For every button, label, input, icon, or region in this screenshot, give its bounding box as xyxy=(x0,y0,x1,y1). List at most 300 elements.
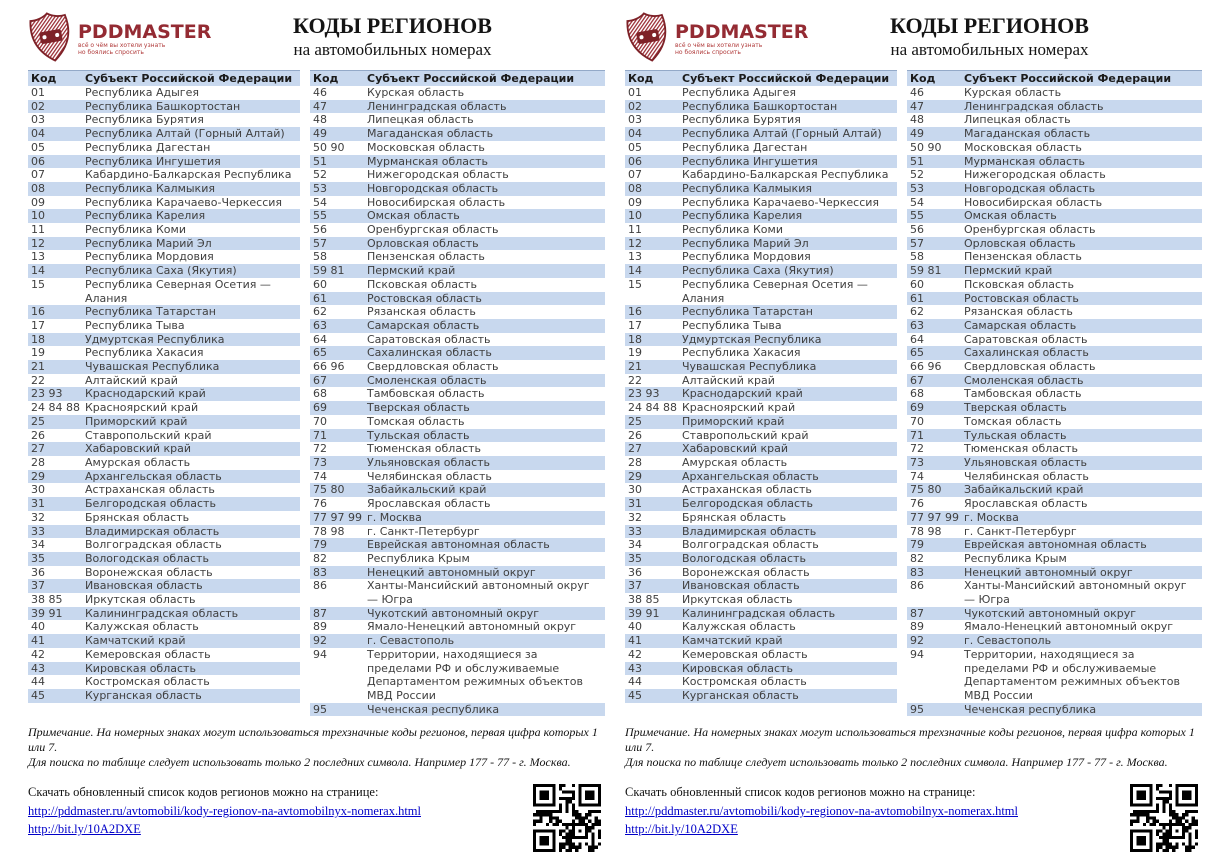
table-row xyxy=(625,319,897,333)
region-code: 41 xyxy=(628,634,642,648)
region-name: Краснодарский край xyxy=(682,387,803,401)
region-code: 05 xyxy=(31,140,45,154)
table-row xyxy=(907,703,1202,717)
region-name: Пермский край xyxy=(964,264,1053,278)
table-row xyxy=(28,401,300,415)
region-code: 73 xyxy=(313,455,327,469)
table-row xyxy=(625,168,897,182)
region-name: Курганская область xyxy=(682,688,799,702)
region-code: 51 xyxy=(313,154,327,168)
region-code: 40 xyxy=(628,620,642,634)
table-row xyxy=(907,497,1202,511)
region-code: 37 xyxy=(628,579,642,593)
region-name: Республика Дагестан xyxy=(682,140,808,154)
table-row xyxy=(907,579,1202,606)
region-name: Белгородская область xyxy=(682,497,813,511)
region-name: Орловская область xyxy=(964,236,1076,250)
region-name: Амурская область xyxy=(682,455,788,469)
table-row xyxy=(625,333,897,347)
region-code: 45 xyxy=(628,688,642,702)
region-name: Ставропольский край xyxy=(682,428,809,442)
table-row xyxy=(310,387,605,401)
region-code: 74 xyxy=(313,469,327,483)
region-name: Курская область xyxy=(964,86,1062,99)
table-row xyxy=(310,127,605,141)
region-code: 44 xyxy=(31,675,45,689)
region-code: 62 xyxy=(313,305,327,319)
region-code: 10 xyxy=(628,209,642,223)
table-header-row xyxy=(28,70,300,86)
region-code: 34 xyxy=(31,538,45,552)
region-code: 75 80 xyxy=(313,483,345,497)
region-code: 36 xyxy=(628,565,642,579)
table-row xyxy=(28,278,300,305)
region-code: 89 xyxy=(313,620,327,634)
region-name: Ленинградская область xyxy=(367,99,507,113)
region-name: Орловская область xyxy=(367,236,479,250)
region-code: 67 xyxy=(910,373,924,387)
title-block xyxy=(777,8,1202,65)
table-row xyxy=(310,634,605,648)
table-row xyxy=(310,346,605,360)
region-code: 25 xyxy=(31,414,45,428)
table-row xyxy=(625,525,897,539)
table-row xyxy=(625,662,897,676)
table-row xyxy=(28,346,300,360)
table-row xyxy=(28,333,300,347)
region-name: Новгородская область xyxy=(964,181,1096,195)
region-code: 05 xyxy=(628,140,642,154)
region-name: Чукотский автономный округ xyxy=(367,606,540,620)
table-row xyxy=(310,223,605,237)
region-name: Тверская область xyxy=(964,401,1067,415)
region-code: 28 xyxy=(31,455,45,469)
table-row xyxy=(907,305,1202,319)
region-code: 44 xyxy=(628,675,642,689)
region-code: 22 xyxy=(628,373,642,387)
table-row xyxy=(625,634,897,648)
table-row xyxy=(310,319,605,333)
region-name: Республика Мордовия xyxy=(682,250,811,264)
region-code: 02 xyxy=(31,99,45,113)
table-row xyxy=(310,182,605,196)
region-code: 63 xyxy=(910,318,924,332)
column-header-code: Код xyxy=(313,72,339,85)
region-name: Курская область xyxy=(367,86,465,99)
region-name: Новосибирская область xyxy=(367,195,506,209)
table-row xyxy=(28,305,300,319)
region-code: 83 xyxy=(313,565,327,579)
region-code: 94 xyxy=(313,647,327,661)
region-name: Республика Башкортостан xyxy=(85,99,241,113)
region-name: Республика Адыгея xyxy=(682,86,796,99)
table-row xyxy=(625,127,897,141)
region-code: 31 xyxy=(31,497,45,511)
region-name: Республика Карачаево-Черкессия xyxy=(682,195,880,209)
table-row xyxy=(28,250,300,264)
region-name: Республика Калмыкия xyxy=(85,181,215,195)
table-row xyxy=(907,100,1202,114)
table-row xyxy=(625,538,897,552)
region-code: 12 xyxy=(628,236,642,250)
region-code: 38 85 xyxy=(31,593,63,607)
region-codes-panel xyxy=(625,8,1202,857)
region-name: Республика Ингушетия xyxy=(85,154,221,168)
table-row xyxy=(625,470,897,484)
region-code: 31 xyxy=(628,497,642,511)
region-code: 11 xyxy=(628,223,642,237)
table-row xyxy=(28,100,300,114)
region-name: Красноярский край xyxy=(682,401,796,415)
table-row xyxy=(28,538,300,552)
download-link-short[interactable]: http://bit.ly/10A2DXE xyxy=(28,822,141,837)
region-name: Ставропольский край xyxy=(85,428,212,442)
table-row xyxy=(907,278,1202,292)
region-name: Ивановская область xyxy=(85,579,203,593)
table-row xyxy=(310,607,605,621)
region-name: Московская область xyxy=(367,140,485,154)
region-code: 26 xyxy=(628,428,642,442)
region-name: Вологодская область xyxy=(85,551,209,565)
region-code: 11 xyxy=(31,223,45,237)
table-row xyxy=(907,250,1202,264)
region-code: 27 xyxy=(31,442,45,456)
table-body xyxy=(310,86,605,716)
region-name: Калужская область xyxy=(85,620,199,634)
table-row xyxy=(907,442,1202,456)
table-row xyxy=(907,292,1202,306)
region-code: 04 xyxy=(628,127,642,141)
region-code: 46 xyxy=(313,86,327,99)
region-code: 48 xyxy=(313,113,327,127)
region-table-right xyxy=(310,70,605,716)
region-table-left xyxy=(28,70,300,716)
region-code: 77 97 99 xyxy=(313,510,362,524)
table-row xyxy=(310,566,605,580)
region-name: Сахалинская область xyxy=(367,346,492,360)
table-row xyxy=(28,634,300,648)
region-name: Чеченская республика xyxy=(964,702,1097,716)
region-code: 74 xyxy=(910,469,924,483)
table-row xyxy=(310,511,605,525)
column-header-region: Субъект Российской Федерации xyxy=(964,72,1172,85)
region-name: Костромская область xyxy=(85,675,210,689)
region-name: г. Севастополь xyxy=(964,634,1052,648)
table-row xyxy=(907,237,1202,251)
page-title: КОДЫ РЕГИОНОВ xyxy=(293,13,492,38)
region-name: Кемеровская область xyxy=(682,647,808,661)
region-code: 12 xyxy=(31,236,45,250)
region-code: 19 xyxy=(31,346,45,360)
region-code: 42 xyxy=(628,647,642,661)
region-code: 36 xyxy=(31,565,45,579)
region-name: Республика Алтай (Горный Алтай) xyxy=(85,127,285,141)
region-name: Республика Мордовия xyxy=(85,250,214,264)
table-row xyxy=(907,374,1202,388)
region-name: Оренбургская область xyxy=(964,223,1096,237)
region-code: 22 xyxy=(31,373,45,387)
region-name: Рязанская область xyxy=(367,305,476,319)
region-code: 07 xyxy=(31,168,45,182)
region-code: 87 xyxy=(910,606,924,620)
region-name: Ульяновская область xyxy=(367,455,491,469)
table-row xyxy=(28,415,300,429)
region-code: 10 xyxy=(31,209,45,223)
table-row xyxy=(28,566,300,580)
table-row xyxy=(310,141,605,155)
download-label: Скачать обновленный список кодов регионов можно на странице: xyxy=(625,785,976,800)
region-name: Калужская область xyxy=(682,620,796,634)
download-link-short[interactable]: http://bit.ly/10A2DXE xyxy=(625,822,738,837)
table-row xyxy=(28,223,300,237)
table-row xyxy=(625,648,897,662)
table-row xyxy=(907,401,1202,415)
table-row xyxy=(28,182,300,196)
region-code: 40 xyxy=(31,620,45,634)
table-row xyxy=(310,552,605,566)
column-header-code: Код xyxy=(910,72,936,85)
table-row xyxy=(28,319,300,333)
panel-header xyxy=(28,8,605,65)
qr-code xyxy=(1130,784,1198,852)
region-name: Сахалинская область xyxy=(964,346,1089,360)
table-row xyxy=(625,86,897,100)
shield-car-icon xyxy=(625,12,671,62)
table-row xyxy=(625,250,897,264)
region-code: 57 xyxy=(313,236,327,250)
region-code: 86 xyxy=(313,579,327,593)
region-table-left xyxy=(625,70,897,716)
table-row xyxy=(907,648,1202,703)
region-code: 53 xyxy=(910,181,924,195)
region-name: г. Севастополь xyxy=(367,634,455,648)
region-name: Нижегородская область xyxy=(964,168,1106,182)
region-code: 70 xyxy=(313,414,327,428)
region-code: 29 xyxy=(628,469,642,483)
footer xyxy=(625,784,1202,852)
region-name: Смоленская область xyxy=(964,373,1084,387)
table-row xyxy=(28,689,300,703)
region-code: 66 96 xyxy=(910,360,942,374)
table-row xyxy=(907,209,1202,223)
table-row xyxy=(907,333,1202,347)
table-row xyxy=(28,662,300,676)
region-name: Территории, находящиеся за пределами РФ и обслуживаемые Департаментом режимных объектов МВД России xyxy=(367,647,583,702)
download-block xyxy=(625,784,1018,838)
download-block xyxy=(28,784,421,838)
table-row xyxy=(310,292,605,306)
region-name: Астраханская область xyxy=(85,483,215,497)
table-row xyxy=(310,333,605,347)
region-name: Пензенская область xyxy=(367,250,485,264)
table-row xyxy=(310,483,605,497)
table-body xyxy=(28,86,300,703)
region-code: 65 xyxy=(910,346,924,360)
region-code: 75 80 xyxy=(910,483,942,497)
region-code: 69 xyxy=(313,401,327,415)
region-name: Липецкая область xyxy=(367,113,474,127)
region-name: Республика Алтай (Горный Алтай) xyxy=(682,127,882,141)
table-row xyxy=(625,607,897,621)
table-row xyxy=(907,127,1202,141)
region-name: Рязанская область xyxy=(964,305,1073,319)
region-name: Тульская область xyxy=(367,428,470,442)
region-code: 39 91 xyxy=(628,606,660,620)
table-row xyxy=(310,579,605,606)
region-code: 54 xyxy=(313,195,327,209)
region-code: 35 xyxy=(31,551,45,565)
region-code: 76 xyxy=(313,497,327,511)
region-name: Владимирская область xyxy=(85,524,220,538)
table-row xyxy=(625,429,897,443)
title-block xyxy=(180,8,605,65)
region-name: Ханты-Мансийский автономный округ — Югра xyxy=(964,579,1187,607)
table-row xyxy=(625,511,897,525)
region-code: 04 xyxy=(31,127,45,141)
table-body xyxy=(907,86,1202,716)
region-code: 92 xyxy=(910,634,924,648)
region-code: 58 xyxy=(910,250,924,264)
region-name: Омская область xyxy=(964,209,1057,223)
table-row xyxy=(310,305,605,319)
region-name: Волгоградская область xyxy=(85,538,222,552)
region-name: Белгородская область xyxy=(85,497,216,511)
region-code: 72 xyxy=(313,442,327,456)
region-name: Ненецкий автономный округ xyxy=(367,565,536,579)
table-row xyxy=(907,456,1202,470)
region-code: 26 xyxy=(31,428,45,442)
region-name: Свердловская область xyxy=(367,360,499,374)
table-row xyxy=(310,113,605,127)
region-code: 01 xyxy=(31,86,45,99)
region-name: Республика Крым xyxy=(964,551,1067,565)
table-row xyxy=(28,196,300,210)
region-name: Псковская область xyxy=(367,277,477,291)
table-row xyxy=(907,141,1202,155)
region-name: Забайкальский край xyxy=(964,483,1084,497)
brand-tagline-line2: но боялись спросить xyxy=(78,48,144,56)
table-row xyxy=(625,264,897,278)
region-name: Республика Хакасия xyxy=(85,346,204,360)
region-name: Калининградская область xyxy=(682,606,836,620)
download-link-primary[interactable]: http://pddmaster.ru/avtomobili/kody-regionov-na-avtomobilnyx-nomerax.html xyxy=(28,804,421,819)
table-row xyxy=(907,525,1202,539)
table-row xyxy=(28,429,300,443)
page-subtitle: на автомобильных номерах xyxy=(293,40,492,59)
region-code: 63 xyxy=(313,318,327,332)
region-code: 78 98 xyxy=(313,524,345,538)
table-row xyxy=(625,442,897,456)
region-code: 56 xyxy=(910,223,924,237)
region-code: 64 xyxy=(910,332,924,346)
table-row xyxy=(310,538,605,552)
qr-code xyxy=(533,784,601,852)
table-row xyxy=(310,525,605,539)
table-row xyxy=(28,387,300,401)
region-name: Республика Коми xyxy=(682,223,783,237)
region-name: Кировская область xyxy=(85,661,196,675)
region-name: Удмуртская Республика xyxy=(85,332,225,346)
region-name: Омская область xyxy=(367,209,460,223)
region-code: 48 xyxy=(910,113,924,127)
region-code: 62 xyxy=(910,305,924,319)
table-header-row xyxy=(625,70,897,86)
region-name: Приморский край xyxy=(682,414,785,428)
region-code: 50 90 xyxy=(910,140,942,154)
table-row xyxy=(907,552,1202,566)
region-name: г. Санкт-Петербург xyxy=(367,524,480,538)
region-code: 32 xyxy=(628,510,642,524)
table-row xyxy=(28,525,300,539)
region-name: Республика Татарстан xyxy=(682,305,813,319)
pddmaster-logo xyxy=(625,8,809,65)
region-name: Республика Тыва xyxy=(85,318,185,332)
table-row xyxy=(28,264,300,278)
region-code: 09 xyxy=(31,195,45,209)
table-row xyxy=(28,168,300,182)
region-name: Волгоградская область xyxy=(682,538,819,552)
table-row xyxy=(28,620,300,634)
region-code: 08 xyxy=(31,181,45,195)
region-name: Псковская область xyxy=(964,277,1074,291)
table-row xyxy=(907,387,1202,401)
region-code: 49 xyxy=(313,127,327,141)
table-row xyxy=(310,401,605,415)
region-name: Территории, находящиеся за пределами РФ и обслуживаемые Департаментом режимных объектов МВД России xyxy=(964,647,1180,702)
table-row xyxy=(310,456,605,470)
table-row xyxy=(28,648,300,662)
table-row xyxy=(28,374,300,388)
region-name: Архангельская область xyxy=(85,469,222,483)
region-code: 56 xyxy=(313,223,327,237)
region-name: Новгородская область xyxy=(367,181,499,195)
table-row xyxy=(625,237,897,251)
column-header-region: Субъект Российской Федерации xyxy=(682,72,890,85)
region-name: Владимирская область xyxy=(682,524,817,538)
region-code: 06 xyxy=(31,154,45,168)
region-codes-panel xyxy=(28,8,605,857)
download-link-primary[interactable]: http://pddmaster.ru/avtomobili/kody-regionov-na-avtomobilnyx-nomerax.html xyxy=(625,804,1018,819)
table-row xyxy=(907,319,1202,333)
region-code: 66 96 xyxy=(313,360,345,374)
table-row xyxy=(907,86,1202,100)
region-code: 38 85 xyxy=(628,593,660,607)
region-name: Курганская область xyxy=(85,688,202,702)
region-code: 87 xyxy=(313,606,327,620)
region-name: Ленинградская область xyxy=(964,99,1104,113)
region-code: 18 xyxy=(628,332,642,346)
table-row xyxy=(310,100,605,114)
region-name: Ярославская область xyxy=(964,497,1088,511)
region-name: Республика Марий Эл xyxy=(682,236,809,250)
table-row xyxy=(28,127,300,141)
region-code: 43 xyxy=(628,661,642,675)
table-row xyxy=(625,620,897,634)
region-name: Республика Башкортостан xyxy=(682,99,838,113)
table-row xyxy=(907,346,1202,360)
region-name: Липецкая область xyxy=(964,113,1071,127)
pddmaster-logo xyxy=(28,8,212,65)
table-row xyxy=(625,456,897,470)
region-code: 52 xyxy=(313,168,327,182)
region-code: 25 xyxy=(628,414,642,428)
column-header-region: Субъект Российской Федерации xyxy=(85,72,293,85)
region-name: Воронежская область xyxy=(682,565,810,579)
region-code: 33 xyxy=(628,524,642,538)
region-name: Республика Адыгея xyxy=(85,86,199,99)
table-row xyxy=(625,401,897,415)
region-name: Нижегородская область xyxy=(367,168,509,182)
